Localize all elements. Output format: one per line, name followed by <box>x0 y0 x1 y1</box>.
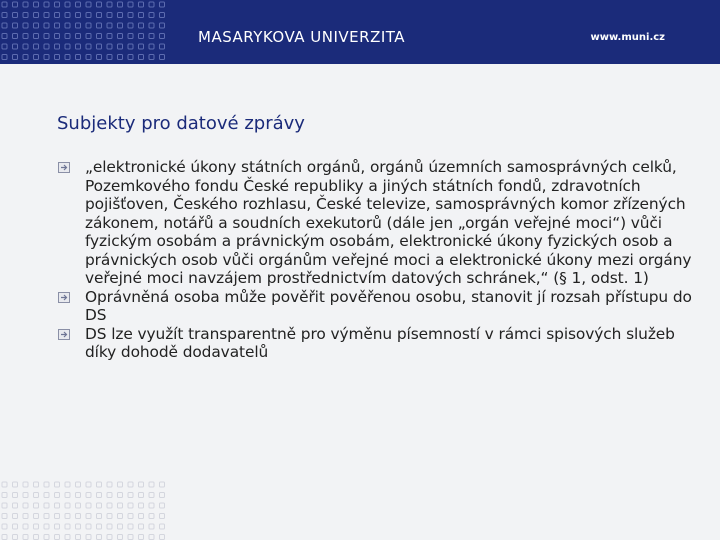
pattern-dot <box>139 23 144 28</box>
pattern-dot <box>13 503 18 508</box>
pattern-dot <box>44 44 49 49</box>
pattern-dot <box>65 13 70 18</box>
pattern-dot <box>44 13 49 18</box>
pattern-dot <box>65 524 70 529</box>
pattern-dot <box>13 55 18 60</box>
pattern-dot <box>149 493 154 498</box>
pattern-dot <box>76 514 81 519</box>
pattern-dot <box>55 2 60 7</box>
pattern-dot <box>23 44 28 49</box>
pattern-dot <box>44 524 49 529</box>
pattern-dot <box>128 55 133 60</box>
pattern-dot <box>44 503 49 508</box>
pattern-dot <box>13 23 18 28</box>
pattern-dot <box>76 535 81 540</box>
pattern-dot <box>76 524 81 529</box>
pattern-dot <box>13 44 18 49</box>
pattern-dot <box>149 34 154 39</box>
pattern-dot <box>55 535 60 540</box>
pattern-dot <box>107 482 112 487</box>
pattern-dot <box>23 482 28 487</box>
pattern-dot <box>97 503 102 508</box>
pattern-dot <box>97 482 102 487</box>
pattern-dot <box>86 535 91 540</box>
bullet-text: Oprávněná osoba může pověřit pověřenou osobu, stanovit jí rozsah přístupu do DS <box>85 287 692 324</box>
university-name: MASARYKOVA UNIVERZITA <box>198 28 406 46</box>
pattern-dot <box>160 2 165 7</box>
pattern-dot <box>23 524 28 529</box>
pattern-dot <box>107 44 112 49</box>
pattern-dot <box>44 23 49 28</box>
pattern-dot <box>76 23 81 28</box>
pattern-dot <box>55 514 60 519</box>
pattern-dot <box>128 514 133 519</box>
pattern-dot <box>128 13 133 18</box>
pattern-dot <box>128 34 133 39</box>
pattern-dot <box>160 23 165 28</box>
pattern-dot <box>97 55 102 60</box>
pattern-dot <box>76 2 81 7</box>
pattern-dot <box>118 503 123 508</box>
list-item <box>58 158 698 288</box>
pattern-dot <box>44 493 49 498</box>
pattern-dot <box>97 535 102 540</box>
dot-grid-pattern-top <box>0 0 175 64</box>
pattern-dot <box>13 493 18 498</box>
pattern-dot <box>65 55 70 60</box>
pattern-dot <box>139 493 144 498</box>
pattern-dot <box>13 535 18 540</box>
website-link[interactable]: www.muni.cz <box>590 32 665 43</box>
pattern-dot <box>97 13 102 18</box>
pattern-dot <box>160 482 165 487</box>
pattern-dot <box>76 503 81 508</box>
pattern-dot <box>65 493 70 498</box>
slide-title: Subjekty pro datové zprávy <box>57 113 305 134</box>
pattern-dot <box>2 44 7 49</box>
pattern-dot <box>97 514 102 519</box>
pattern-dot <box>149 482 154 487</box>
pattern-dot <box>160 55 165 60</box>
pattern-dot <box>2 493 7 498</box>
pattern-dot <box>44 482 49 487</box>
pattern-dot <box>128 503 133 508</box>
pattern-dot <box>23 493 28 498</box>
pattern-dot <box>23 535 28 540</box>
pattern-dot <box>13 514 18 519</box>
list-item <box>58 325 698 362</box>
pattern-dot <box>34 535 39 540</box>
pattern-dot <box>139 482 144 487</box>
pattern-dot <box>86 34 91 39</box>
pattern-dot <box>23 2 28 7</box>
pattern-dot <box>160 524 165 529</box>
pattern-dot <box>128 524 133 529</box>
pattern-dot <box>2 503 7 508</box>
pattern-dot <box>160 493 165 498</box>
pattern-dot <box>2 55 7 60</box>
pattern-dot <box>34 503 39 508</box>
pattern-dot <box>107 23 112 28</box>
arrow-bullet-icon <box>58 329 70 340</box>
pattern-dot <box>34 23 39 28</box>
pattern-dot <box>107 535 112 540</box>
pattern-dot <box>44 535 49 540</box>
pattern-dot <box>34 13 39 18</box>
pattern-dot <box>76 55 81 60</box>
pattern-dot <box>23 503 28 508</box>
dot-grid-pattern-bottom <box>0 478 175 540</box>
pattern-dot <box>13 34 18 39</box>
pattern-dot <box>34 44 39 49</box>
pattern-dot <box>76 34 81 39</box>
pattern-dot <box>118 514 123 519</box>
pattern-dot <box>97 2 102 7</box>
pattern-dot <box>139 13 144 18</box>
pattern-dot <box>34 524 39 529</box>
pattern-dot <box>13 482 18 487</box>
pattern-dot <box>65 34 70 39</box>
pattern-dot <box>86 493 91 498</box>
arrow-bullet-icon <box>58 292 70 303</box>
pattern-dot <box>76 44 81 49</box>
pattern-dot <box>55 44 60 49</box>
pattern-dot <box>55 13 60 18</box>
pattern-dot <box>86 2 91 7</box>
pattern-dot <box>86 55 91 60</box>
pattern-dot <box>107 524 112 529</box>
pattern-dot <box>128 535 133 540</box>
pattern-dot <box>160 535 165 540</box>
pattern-dot <box>97 493 102 498</box>
pattern-dot <box>23 23 28 28</box>
pattern-dot <box>13 2 18 7</box>
pattern-dot <box>55 34 60 39</box>
pattern-dot <box>118 23 123 28</box>
pattern-dot <box>160 13 165 18</box>
pattern-dot <box>2 514 7 519</box>
pattern-dot <box>118 482 123 487</box>
pattern-dot <box>2 13 7 18</box>
pattern-dot <box>23 34 28 39</box>
pattern-dot <box>118 44 123 49</box>
pattern-dot <box>65 44 70 49</box>
pattern-dot <box>97 34 102 39</box>
pattern-dot <box>13 524 18 529</box>
pattern-dot <box>55 482 60 487</box>
pattern-dot <box>55 524 60 529</box>
pattern-dot <box>149 2 154 7</box>
pattern-dot <box>65 514 70 519</box>
pattern-dot <box>107 34 112 39</box>
pattern-dot <box>139 2 144 7</box>
pattern-dot <box>65 2 70 7</box>
pattern-dot <box>34 34 39 39</box>
pattern-dot <box>44 55 49 60</box>
pattern-dot <box>128 482 133 487</box>
pattern-dot <box>107 514 112 519</box>
bullet-text: DS lze využít transparentně pro výměnu písemností v rámci spisových služeb díky dohodě dodavatelů <box>85 324 675 361</box>
pattern-dot <box>44 34 49 39</box>
pattern-dot <box>76 493 81 498</box>
pattern-dot <box>97 23 102 28</box>
pattern-dot <box>118 2 123 7</box>
pattern-dot <box>139 34 144 39</box>
bullet-list <box>58 158 698 362</box>
pattern-dot <box>55 23 60 28</box>
pattern-dot <box>34 514 39 519</box>
arrow-bullet-icon <box>58 162 70 173</box>
pattern-dot <box>149 514 154 519</box>
pattern-dot <box>13 13 18 18</box>
bullet-text: „elektronické úkony státních orgánů, orgánů územních samosprávných celků, Pozemkového fondu České republiky a jiných státních fondů, zdravotních pojišťoven, Českého rozhlasu, České televize, samosprávných komor zřízených zákonem, notářů a soudních exekutorů (dále jen „orgán veřejné moci“) vůči fyzickým osobám a právnickým osobám, elektronické úkony fyzických osob a právnických osob vůči orgánům veřejné moci a elektronické úkony mezi orgány veřejné moci navzájem prostřednictvím datových schránek,“ (§ 1, odst. 1) <box>85 158 692 287</box>
pattern-dot <box>86 503 91 508</box>
pattern-dot <box>65 482 70 487</box>
pattern-dot <box>86 23 91 28</box>
pattern-dot <box>128 2 133 7</box>
pattern-dot <box>139 503 144 508</box>
pattern-dot <box>86 514 91 519</box>
pattern-dot <box>118 524 123 529</box>
pattern-dot <box>149 23 154 28</box>
pattern-dot <box>86 44 91 49</box>
pattern-dot <box>2 2 7 7</box>
pattern-dot <box>118 13 123 18</box>
pattern-dot <box>149 55 154 60</box>
pattern-dot <box>149 44 154 49</box>
pattern-dot <box>107 2 112 7</box>
pattern-dot <box>139 524 144 529</box>
pattern-dot <box>2 23 7 28</box>
pattern-dot <box>160 34 165 39</box>
pattern-dot <box>128 493 133 498</box>
pattern-dot <box>107 503 112 508</box>
pattern-dot <box>160 514 165 519</box>
pattern-dot <box>149 524 154 529</box>
pattern-dot <box>118 493 123 498</box>
pattern-dot <box>34 493 39 498</box>
pattern-dot <box>34 55 39 60</box>
pattern-dot <box>44 2 49 7</box>
header-banner <box>0 0 720 64</box>
pattern-dot <box>23 13 28 18</box>
pattern-dot <box>55 503 60 508</box>
pattern-dot <box>65 535 70 540</box>
pattern-dot <box>139 514 144 519</box>
pattern-dot <box>65 23 70 28</box>
pattern-dot <box>107 55 112 60</box>
pattern-dot <box>86 524 91 529</box>
pattern-dot <box>139 44 144 49</box>
pattern-dot <box>160 44 165 49</box>
list-item <box>58 288 698 325</box>
pattern-dot <box>86 482 91 487</box>
pattern-dot <box>107 493 112 498</box>
pattern-dot <box>128 23 133 28</box>
pattern-dot <box>118 34 123 39</box>
pattern-dot <box>23 514 28 519</box>
pattern-dot <box>2 34 7 39</box>
pattern-dot <box>23 55 28 60</box>
pattern-dot <box>76 482 81 487</box>
pattern-dot <box>160 503 165 508</box>
pattern-dot <box>2 524 7 529</box>
pattern-dot <box>76 13 81 18</box>
pattern-dot <box>2 482 7 487</box>
pattern-dot <box>34 2 39 7</box>
pattern-dot <box>149 535 154 540</box>
pattern-dot <box>2 535 7 540</box>
pattern-dot <box>139 55 144 60</box>
pattern-dot <box>86 13 91 18</box>
pattern-dot <box>55 493 60 498</box>
pattern-dot <box>128 44 133 49</box>
pattern-dot <box>149 503 154 508</box>
pattern-dot <box>97 44 102 49</box>
pattern-dot <box>149 13 154 18</box>
pattern-dot <box>65 503 70 508</box>
pattern-dot <box>44 514 49 519</box>
pattern-dot <box>139 535 144 540</box>
pattern-dot <box>97 524 102 529</box>
pattern-dot <box>55 55 60 60</box>
pattern-dot <box>107 13 112 18</box>
pattern-dot <box>118 535 123 540</box>
pattern-dot <box>34 482 39 487</box>
pattern-dot <box>118 55 123 60</box>
